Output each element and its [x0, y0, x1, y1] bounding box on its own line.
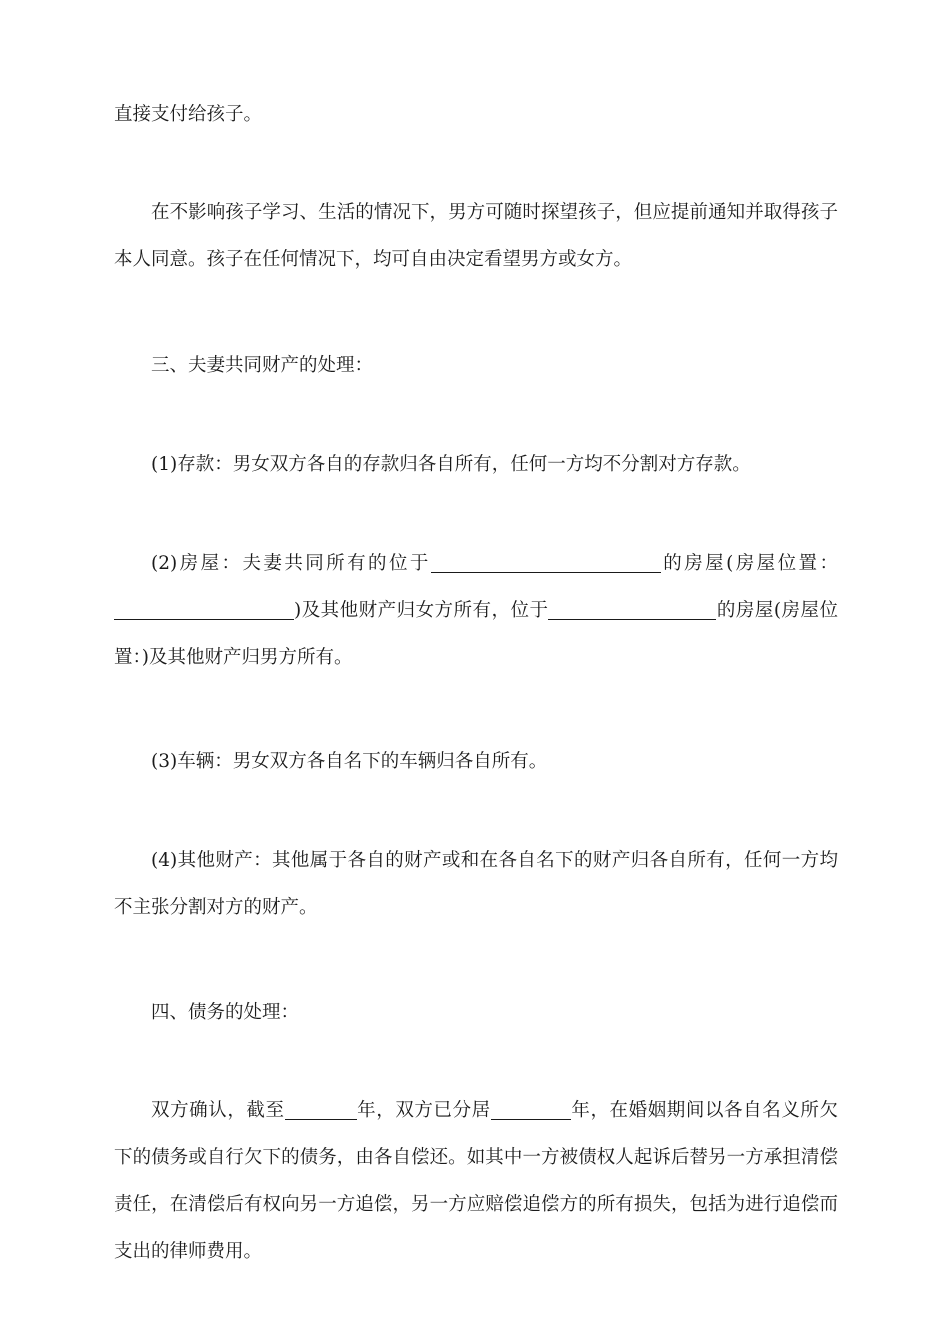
blank-house-location-1 [114, 597, 294, 620]
debt-text-b: 年，双方已分居 [356, 1100, 491, 1121]
house-text-d: 的房屋(房屋位置： [114, 600, 839, 668]
paragraph-house [114, 540, 838, 681]
house-text-c: )及其他财产归女方所有，位于 [294, 600, 549, 621]
paragraph-debts [114, 1087, 838, 1275]
blank-debt-year [285, 1097, 357, 1120]
paragraph-visitation: 在不影响孩子学习、生活的情况下，男方可随时探望孩子，但应提前通知并取得孩子本人同意。孩子在任何情况下，均可自由决定看望男方或女方。 [114, 202, 838, 270]
house-text-b: 的房屋(房屋位置： [660, 553, 838, 574]
paragraph-child-payment-end: 直接支付给孩子。 [114, 104, 263, 125]
house-text-a: (2)房屋：夫妻共同所有的位于 [151, 553, 431, 574]
section-heading-joint-property: 三、夫妻共同财产的处理： [151, 355, 374, 376]
paragraph-vehicles: (3)车辆：男女双方各自名下的车辆归各自所有。 [151, 751, 548, 772]
blank-house-address-1 [431, 550, 661, 573]
house-text-e: )及其他财产归男方所有。 [141, 647, 353, 668]
debt-text-c: 年，在婚姻期间以各自名义所欠下的债务或自行欠下的债务，由各自偿还。如其中一方被债权人起诉后替另一方承担清偿责任，在清偿后有权向另一方追偿，另一方应赔偿追偿方的所有损失，包括为进行追偿而支出的律师费用。 [114, 1100, 838, 1262]
paragraph-other-property: (4)其他财产：其他属于各自的财产或和在各自名下的财产归各自所有，任何一方均不主张分割对方的财产。 [114, 850, 838, 918]
paragraph-savings: (1)存款：男女双方各自的存款归各自所有，任何一方均不分割对方存款。 [151, 454, 751, 475]
section-heading-debts: 四、债务的处理： [151, 1002, 300, 1023]
blank-separation-years [491, 1097, 571, 1120]
blank-house-address-2 [548, 597, 716, 620]
debt-text-a: 双方确认，截至 [151, 1100, 285, 1121]
